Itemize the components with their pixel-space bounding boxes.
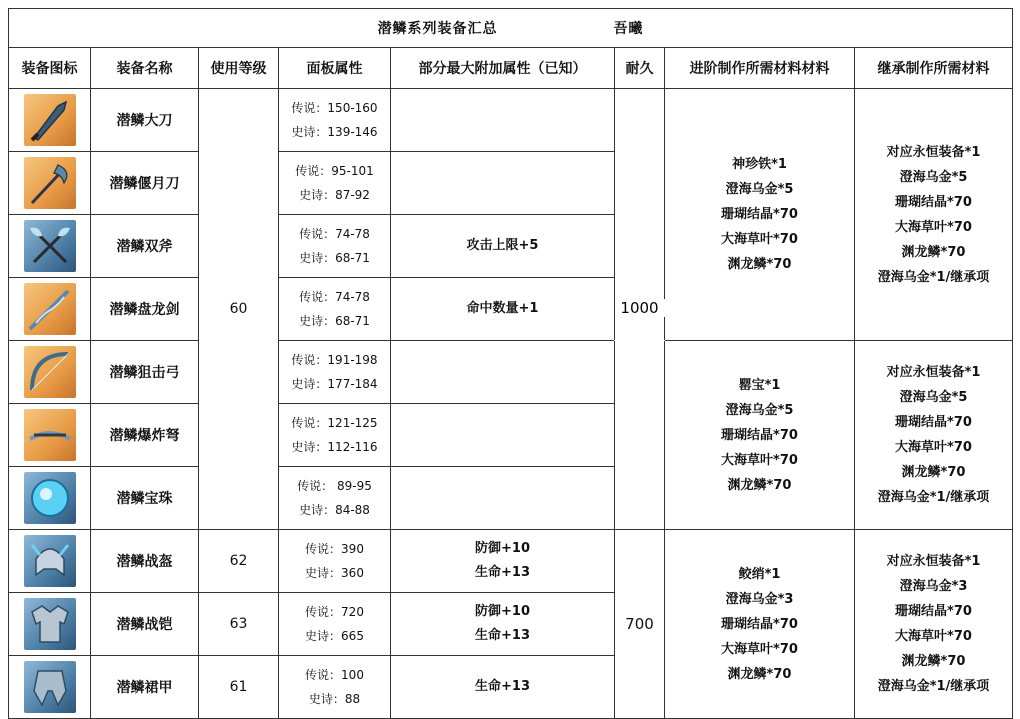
item-name: 潜鳞狙击弓 xyxy=(91,341,199,404)
legend-stat: 传说：150-160 xyxy=(291,101,378,115)
panel-stats xyxy=(279,152,391,215)
armor-icon xyxy=(24,598,76,650)
material-item: 大海草叶*70 xyxy=(895,629,972,644)
legend-stat: 传说：95-101 xyxy=(295,164,374,178)
header-extra-attrs: 部分最大附加属性（已知） xyxy=(391,48,615,89)
table-title: 潜鳞系列装备汇总 xyxy=(377,21,498,37)
header-durability: 耐久 xyxy=(615,48,665,89)
material-item: 澄海乌金*5 xyxy=(725,402,794,418)
legend-stat: 传说：390 xyxy=(305,542,364,556)
epic-stat: 史诗：665 xyxy=(305,629,364,643)
panel-stats xyxy=(279,404,391,467)
item-name: 潜鳞双斧 xyxy=(91,215,199,278)
panel-stats xyxy=(279,593,391,656)
material-item: 珊瑚结晶*70 xyxy=(721,207,798,222)
panel-stats xyxy=(279,89,391,152)
material-item: 鲛绡*1 xyxy=(738,566,781,582)
crescent-blade-icon xyxy=(24,157,76,209)
material-item: 澄海乌金*1/继承项 xyxy=(877,269,990,285)
legend-stat: 传说：121-125 xyxy=(291,416,378,430)
material-item: 渊龙鳞*70 xyxy=(727,666,792,682)
header-level: 使用等级 xyxy=(199,48,279,89)
extra-attr-cell xyxy=(391,278,615,341)
legend-stat: 传说：720 xyxy=(305,605,364,619)
header-panel-stats: 面板属性 xyxy=(279,48,391,89)
item-name: 潜鳞爆炸弩 xyxy=(91,404,199,467)
item-name: 潜鳞大刀 xyxy=(91,89,199,152)
melee-advanced-materials xyxy=(665,89,855,341)
extra-attr-cell xyxy=(391,593,615,656)
dragon-sword-icon xyxy=(24,283,76,335)
hp-attr: 生命+13 xyxy=(475,565,530,580)
header-name: 装备名称 xyxy=(91,48,199,89)
header-icon: 装备图标 xyxy=(9,48,91,89)
attack-attr: 攻击上限+5 xyxy=(466,238,539,253)
weapon-level: 60 xyxy=(199,89,279,530)
extra-attr-cell xyxy=(391,89,615,152)
legend-stat: 传说：74-78 xyxy=(299,290,370,304)
item-level: 63 xyxy=(199,593,279,656)
epic-stat: 史诗：84-88 xyxy=(299,503,370,517)
defense-attr: 防御+10 xyxy=(475,541,530,556)
helmet-icon xyxy=(24,535,76,587)
durability-armor: 700 xyxy=(615,530,665,719)
extra-attr-cell xyxy=(391,404,615,467)
epic-stat: 史诗：360 xyxy=(305,566,364,580)
panel-stats xyxy=(279,467,391,530)
skirt-armor-icon xyxy=(24,661,76,713)
header-advanced-materials: 进阶制作所需材料材料 xyxy=(665,48,855,89)
item-name: 潜鳞盘龙剑 xyxy=(91,278,199,341)
hit-attr: 命中数量+1 xyxy=(466,301,539,316)
broadsword-icon xyxy=(24,94,76,146)
material-item: 渊龙鳞*70 xyxy=(727,257,792,272)
material-item: 珊瑚结晶*70 xyxy=(895,415,972,430)
material-item: 对应永恒装备*1 xyxy=(886,144,981,160)
epic-stat: 史诗：88 xyxy=(308,692,361,706)
material-item: 澄海乌金*5 xyxy=(899,390,968,405)
hp-attr: 生命+13 xyxy=(475,628,530,643)
material-item: 珊瑚结晶*70 xyxy=(721,616,798,632)
panel-stats xyxy=(279,341,391,404)
hp-attr: 生命+13 xyxy=(475,679,530,694)
material-item: 渊龙鳞*70 xyxy=(727,477,792,493)
legend-stat: 传说：191-198 xyxy=(291,353,378,367)
durability-weapons: 1000 xyxy=(615,299,665,317)
crossbow-icon xyxy=(24,409,76,461)
legend-stat: 传说：100 xyxy=(305,668,364,682)
material-item: 渊龙鳞*70 xyxy=(901,654,966,669)
epic-stat: 史诗：87-92 xyxy=(299,188,370,202)
material-item: 珊瑚结晶*70 xyxy=(895,194,972,210)
material-item: 澄海乌金*3 xyxy=(725,591,794,607)
table-row xyxy=(9,341,1013,404)
material-item: 罂宝*1 xyxy=(738,377,781,393)
epic-stat: 史诗：68-71 xyxy=(299,251,370,265)
extra-attr-cell xyxy=(391,215,615,278)
durability-weapons-label xyxy=(615,341,665,530)
epic-stat: 史诗：139-146 xyxy=(291,125,378,139)
material-item: 澄海乌金*5 xyxy=(899,169,968,185)
panel-stats xyxy=(279,656,391,719)
panel-stats xyxy=(279,278,391,341)
item-name: 潜鳞偃月刀 xyxy=(91,152,199,215)
material-item: 珊瑚结晶*70 xyxy=(895,604,972,619)
ranged-inherit-materials xyxy=(855,341,1013,530)
twin-axes-icon xyxy=(24,220,76,272)
material-item: 澄海乌金*1/继承项 xyxy=(877,490,990,505)
item-name: 潜鳞裙甲 xyxy=(91,656,199,719)
author-name: 吾曦 xyxy=(613,21,644,37)
legend-stat: 传说：74-78 xyxy=(299,227,370,241)
item-name: 潜鳞战铠 xyxy=(91,593,199,656)
panel-stats xyxy=(279,215,391,278)
item-level: 62 xyxy=(199,530,279,593)
extra-attr-cell xyxy=(391,530,615,593)
melee-inherit-materials xyxy=(855,89,1013,341)
material-item: 大海草叶*70 xyxy=(721,641,798,657)
table-title-row xyxy=(9,9,1013,48)
extra-attr-cell xyxy=(391,152,615,215)
extra-attr-cell xyxy=(391,656,615,719)
orb-icon xyxy=(24,472,76,524)
header-inherit-materials: 继承制作所需材料 xyxy=(855,48,1013,89)
item-level: 61 xyxy=(199,656,279,719)
equipment-summary-table xyxy=(8,8,1013,719)
ranged-advanced-materials xyxy=(665,341,855,530)
material-item: 大海草叶*70 xyxy=(895,440,972,455)
item-name: 潜鳞战盔 xyxy=(91,530,199,593)
legend-stat: 传说： 89-95 xyxy=(297,479,372,493)
sniper-bow-icon xyxy=(24,346,76,398)
material-item: 渊龙鳞*70 xyxy=(901,244,966,260)
material-item: 对应永恒装备*1 xyxy=(886,365,981,380)
epic-stat: 史诗：112-116 xyxy=(291,440,378,454)
epic-stat: 史诗：177-184 xyxy=(291,377,378,391)
item-name: 潜鳞宝珠 xyxy=(91,467,199,530)
material-item: 大海草叶*70 xyxy=(721,232,798,247)
material-item: 澄海乌金*5 xyxy=(725,182,794,197)
extra-attr-cell xyxy=(391,341,615,404)
material-item: 珊瑚结晶*70 xyxy=(721,427,798,443)
material-item: 对应永恒装备*1 xyxy=(886,554,981,569)
table-row xyxy=(9,530,1013,593)
epic-stat: 史诗：68-71 xyxy=(299,314,370,328)
extra-attr-cell xyxy=(391,467,615,530)
defense-attr: 防御+10 xyxy=(475,604,530,619)
panel-stats xyxy=(279,530,391,593)
material-item: 渊龙鳞*70 xyxy=(901,465,966,480)
material-item: 大海草叶*70 xyxy=(721,452,798,468)
material-item: 澄海乌金*3 xyxy=(899,579,968,594)
table-row xyxy=(9,89,1013,152)
armor-inherit-materials xyxy=(855,530,1013,719)
armor-advanced-materials xyxy=(665,530,855,719)
material-item: 澄海乌金*1/继承项 xyxy=(877,679,990,694)
material-item: 大海草叶*70 xyxy=(895,219,972,235)
material-item: 神珍铁*1 xyxy=(732,157,787,172)
